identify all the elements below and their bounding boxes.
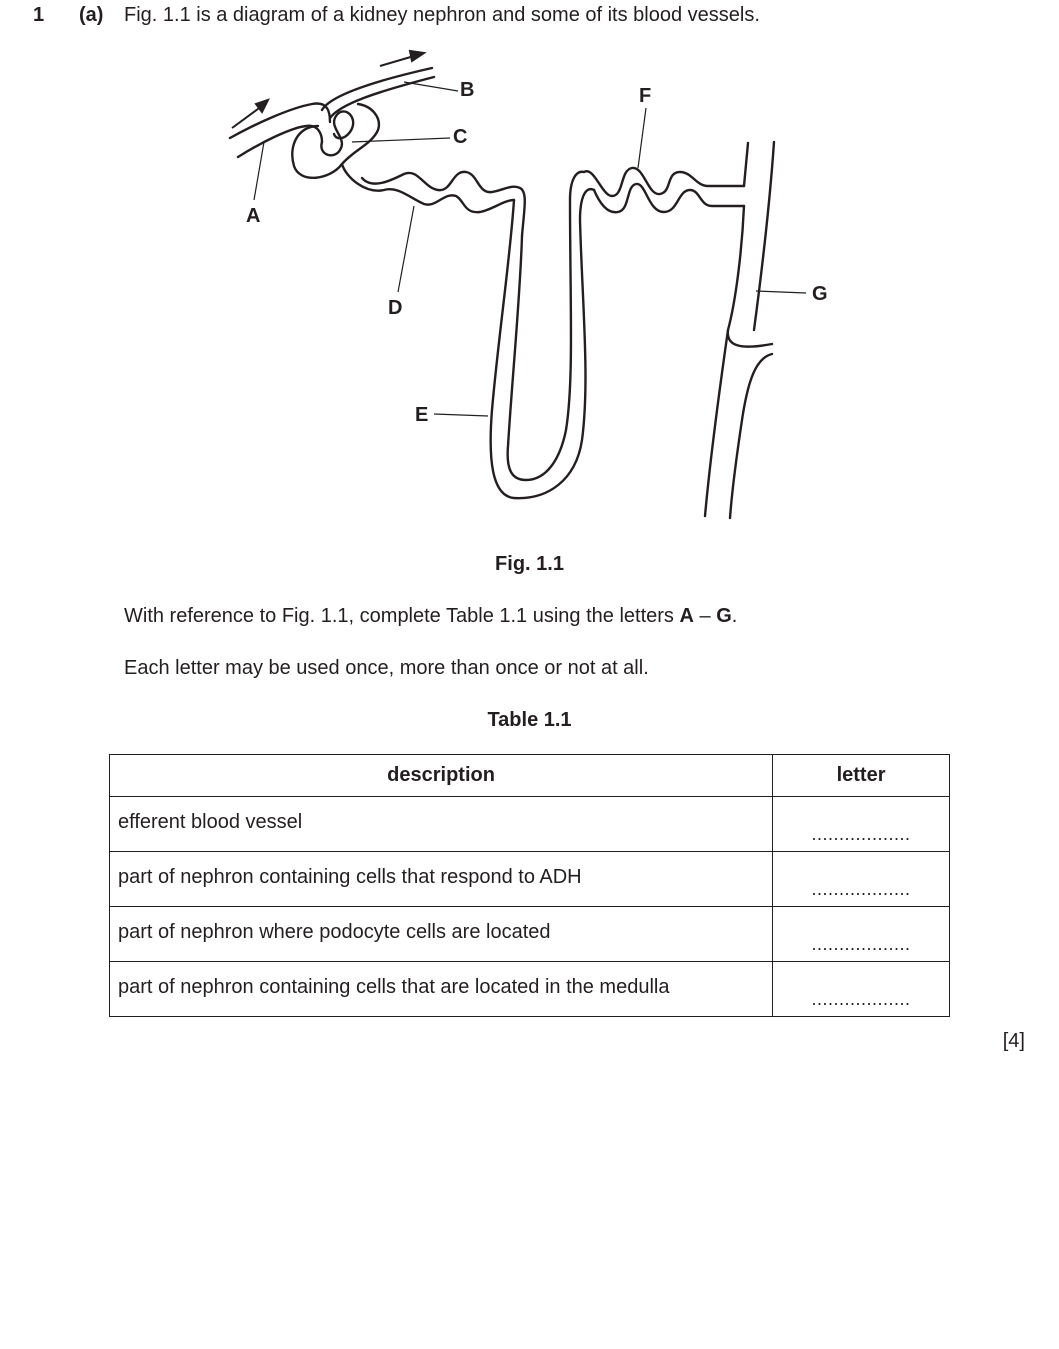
efferent-vessel-upper	[322, 68, 432, 110]
letter-end: G	[716, 605, 732, 627]
marks-total: [4]	[1002, 1030, 1025, 1052]
row-description: part of nephron where podocyte cells are located	[110, 907, 773, 962]
table-header-row	[110, 755, 950, 797]
table-caption: Table 1.1	[487, 709, 572, 731]
question-part: (a)	[79, 4, 104, 26]
row-description: part of nephron containing cells that are located in the medulla	[110, 962, 773, 1017]
label-G: G	[812, 283, 828, 305]
arrow-out-line	[380, 56, 414, 66]
leader-F	[638, 108, 646, 168]
label-E: E	[415, 404, 429, 426]
afferent-vessel-upper	[230, 103, 330, 138]
afferent-vessel-lower	[238, 126, 322, 157]
collecting-duct-far-left	[705, 330, 728, 516]
question-intro: Fig. 1.1 is a diagram of a kidney nephron and some of its blood vessels.	[124, 4, 760, 26]
leader-C	[352, 138, 450, 142]
arrow-out-head	[410, 51, 424, 61]
loop-outer	[508, 172, 584, 480]
leader-G	[756, 291, 806, 293]
row-description: efferent blood vessel	[110, 797, 773, 852]
label-A: A	[246, 205, 261, 227]
table-row	[110, 852, 950, 907]
instruction-prefix: With reference to Fig. 1.1, complete Table 1.1 using the letters	[124, 605, 680, 627]
distal-tubule-upper	[584, 168, 744, 196]
row-description: part of nephron containing cells that respond to ADH	[110, 852, 773, 907]
answer-table	[109, 754, 950, 1017]
leader-E	[434, 414, 488, 416]
answer-field[interactable]: ..................	[773, 962, 950, 1017]
header-description: description	[110, 755, 773, 797]
figure-caption: Fig. 1.1	[495, 553, 564, 575]
collecting-duct-left-upper	[744, 143, 748, 186]
distal-tubule-lower	[594, 184, 744, 212]
letter-dash: –	[693, 605, 717, 627]
label-D: D	[388, 297, 403, 319]
answer-field[interactable]: ..................	[773, 907, 950, 962]
leader-A	[254, 142, 264, 200]
header-letter: letter	[773, 755, 950, 797]
collecting-duct-right-upper	[754, 142, 774, 330]
collecting-duct-right-lower	[730, 354, 772, 518]
glomerulus	[321, 111, 353, 155]
leader-B	[404, 82, 458, 91]
instruction-line-1	[124, 605, 737, 628]
loop-inner	[491, 189, 594, 498]
leader-D	[398, 206, 414, 292]
table-row	[110, 962, 950, 1017]
instruction-suffix: .	[731, 605, 738, 627]
table-row	[110, 797, 950, 852]
table-row	[110, 907, 950, 962]
answer-field[interactable]: ..................	[773, 797, 950, 852]
question-number: 1	[33, 4, 45, 26]
proximal-tubule-lower	[342, 164, 514, 212]
nephron-diagram	[220, 45, 840, 525]
label-C: C	[453, 126, 468, 148]
letter-start: A	[679, 605, 694, 627]
label-B: B	[460, 79, 475, 101]
instruction-line-2: Each letter may be used once, more than once or not at all.	[124, 657, 649, 679]
label-F: F	[639, 85, 652, 107]
answer-field[interactable]: ..................	[773, 852, 950, 907]
